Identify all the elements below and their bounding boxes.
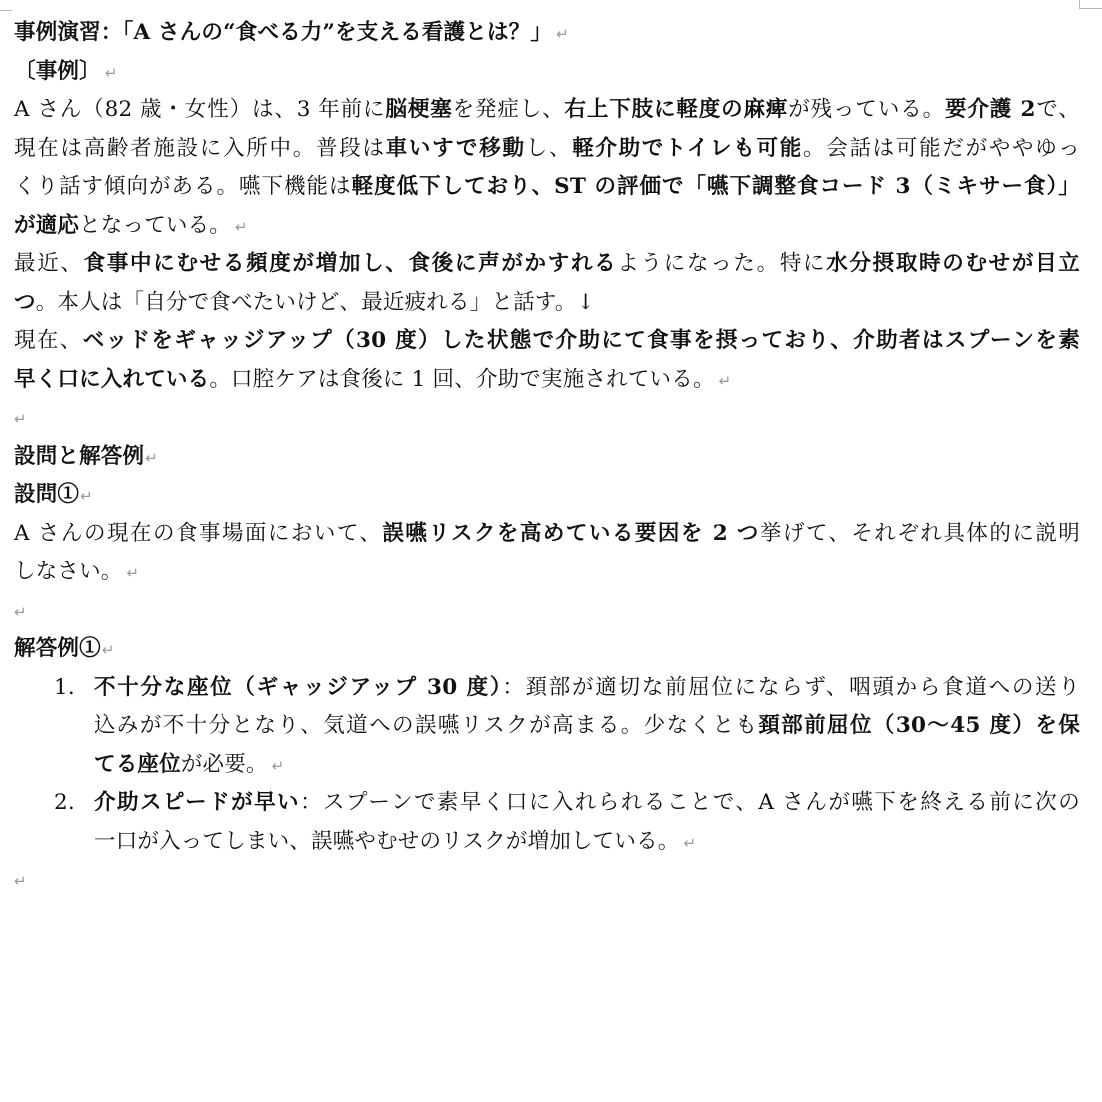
question-line xyxy=(14,553,1080,592)
answer-heading-text: 解答例① xyxy=(14,636,101,661)
empty-paragraph xyxy=(14,592,1080,631)
text-run: A さんの現在の食事場面において、 xyxy=(14,520,383,546)
text-run: を発症し、 xyxy=(452,97,565,122)
paragraph-mark-icon: ↵ xyxy=(556,25,569,43)
text-run: 。本人は「自分で食べたいけど、最近疲れる」と話す。↓ xyxy=(35,289,595,315)
text-run: が残っている。 xyxy=(788,97,945,122)
paragraph-mark-icon: ↵ xyxy=(14,602,27,621)
text-run: ：頚部が適切な前屈位にならず、咽頭から食道への送り xyxy=(502,674,1080,700)
text-run: で、 xyxy=(1035,97,1080,122)
document-title xyxy=(14,14,1080,53)
paragraph-mark-icon: ↵ xyxy=(104,63,118,82)
text-run: 込みが不十分となり、気道への誤嚥リスクが高まる。少なくとも xyxy=(94,713,759,738)
answer-item-1-line xyxy=(14,746,1080,785)
paragraph-mark-icon: ↵ xyxy=(126,564,140,582)
bold-text-run: 車いすで移動 xyxy=(385,135,526,161)
answer-item-1-line xyxy=(14,707,1080,746)
paragraph-mark-icon: ↵ xyxy=(145,448,158,467)
answer-item-2-line xyxy=(14,784,1080,823)
bold-text-run: てる座位 xyxy=(94,751,181,777)
bold-text-run: 脳梗塞 xyxy=(385,97,453,122)
list-number: 2. xyxy=(54,790,75,815)
answer-item-1-line xyxy=(14,669,1080,708)
bold-text-run: 食事中にむせる頻度が増加し、食後に声がかすれる xyxy=(83,251,618,276)
bold-text-run: 誤嚥リスクを高めている要因を 2 つ xyxy=(382,520,760,546)
bold-text-run: 水分摂取時のむせが目立 xyxy=(826,251,1080,276)
case-heading-text: 〔事例〕 xyxy=(14,58,101,84)
crop-mark-top-right xyxy=(1079,0,1102,9)
case-heading xyxy=(14,53,1080,92)
text-run: ：スプーンで素早く口に入れられることで、A さんが嚥下を終える前に次の xyxy=(300,790,1080,815)
crop-mark-top-left xyxy=(0,0,12,11)
paragraph-mark-icon: ↵ xyxy=(80,487,93,505)
text-run: となっている。 xyxy=(79,212,232,238)
text-run: 最近、 xyxy=(14,251,84,276)
text-run: 現在、 xyxy=(14,328,83,353)
text-run: し、 xyxy=(525,135,573,161)
paragraph-mark-icon: ↵ xyxy=(14,872,27,890)
text-run: 挙げて、それぞれ具体的に説明 xyxy=(759,520,1081,546)
text-run: ようになった。特に xyxy=(617,251,827,276)
case-line xyxy=(14,322,1080,361)
empty-paragraph xyxy=(14,861,1080,900)
paragraph-mark-icon: ↵ xyxy=(718,371,732,390)
text-run: 現在は高齢者施設に入所中。普段は xyxy=(14,135,386,161)
bold-text-run: ベッドをギャッジアップ（30 度）した状態で介助にて食事を摂っており、介助者はスプーンを素 xyxy=(82,328,1080,353)
paragraph-mark-icon: ↵ xyxy=(683,833,697,852)
paragraph-mark-icon: ↵ xyxy=(14,410,27,428)
case-line xyxy=(14,207,1080,246)
question-heading-text: 設問① xyxy=(14,482,80,507)
document-page xyxy=(14,14,1080,900)
case-line xyxy=(14,130,1080,169)
bold-text-run: 右上下肢に軽度の麻痺 xyxy=(564,97,789,122)
section-heading-text: 設問と解答例 xyxy=(14,443,145,469)
case-line xyxy=(14,91,1080,130)
bold-text-run: 不十分な座位（ギャッジアップ 30 度） xyxy=(94,674,503,700)
question-line xyxy=(14,515,1080,554)
text-run: 。口腔ケアは食後に 1 回、介助で実施されている。 xyxy=(209,366,715,392)
text-run: A さん（82 歳・女性）は、3 年前に xyxy=(14,97,386,122)
text-run: 一口が入ってしまい、誤嚥やむせのリスクが増加している。 xyxy=(94,828,680,854)
list-number: 1. xyxy=(54,674,75,700)
bold-text-run: 頚部前屈位（30〜45 度）を保 xyxy=(758,713,1080,738)
case-line xyxy=(14,245,1080,284)
title-text: 事例演習：「A さんの“食べる力”を支える看護とは？」 xyxy=(14,20,553,45)
answer-heading xyxy=(14,630,1080,669)
section-heading xyxy=(14,438,1080,477)
text-run: くり話す傾向がある。嚥下機能は xyxy=(14,174,352,199)
bold-text-run: が適応 xyxy=(14,212,80,238)
bold-text-run: 介助スピードが早い xyxy=(94,790,301,815)
bold-text-run: 軽介助でトイレも可能 xyxy=(572,135,803,161)
paragraph-mark-icon: ↵ xyxy=(271,756,285,775)
text-run: 。会話は可能だがややゆっ xyxy=(802,135,1080,161)
answer-item-2-line xyxy=(14,823,1080,862)
paragraph-mark-icon: ↵ xyxy=(101,641,115,659)
paragraph-mark-icon: ↵ xyxy=(235,217,248,236)
case-line xyxy=(14,284,1080,323)
bold-text-run: 早く口に入れている xyxy=(14,366,210,392)
bold-text-run: つ xyxy=(14,289,36,315)
bold-text-run: 軽度低下しており、ST の評価で「嚥下調整食コード 3（ミキサー食）」 xyxy=(351,174,1080,199)
bold-text-run: 要介護 2 xyxy=(944,97,1036,122)
text-run: が必要。 xyxy=(180,751,268,777)
text-run: しなさい。 xyxy=(14,559,123,584)
empty-paragraph xyxy=(14,399,1080,438)
case-line xyxy=(14,168,1080,207)
question-heading xyxy=(14,476,1080,515)
case-line xyxy=(14,361,1080,400)
